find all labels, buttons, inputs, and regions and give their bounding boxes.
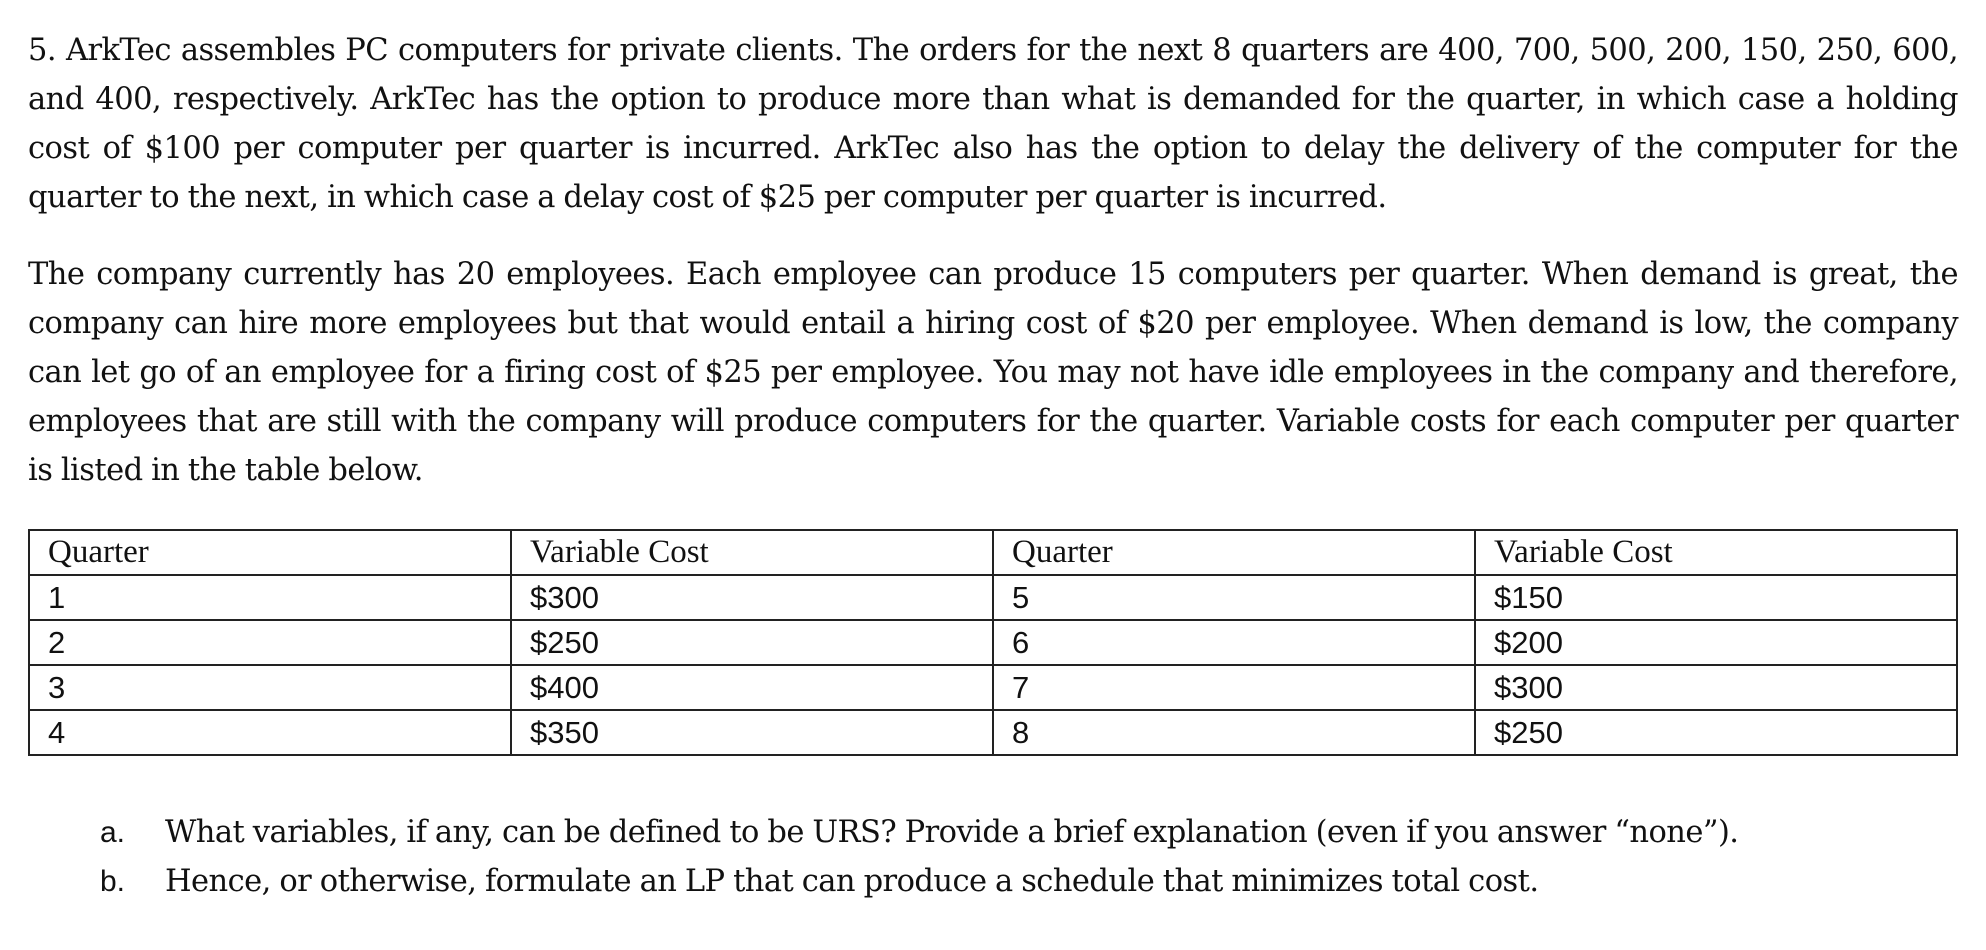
problem-paragraph-2: The company currently has 20 employees. Each employee can produce 15 computers per quarter. When demand is great, the company can hire more employees but that would entail a hiring cost of $20 per employee. When demand is low, the company can let go of an employee for a firing cost of $25 per employee. You may not have idle employees in the company and therefore, employees that are still with the company will produce computers for the quarter. Variable costs for each computer per quarter is listed in the table below. xyxy=(28,257,1958,488)
problem-paragraph-1: 5. ArkTec assembles PC computers for private clients. The orders for the next 8 quarters are 400, 700, 500, 200, 150, 250, 600, and 400, respectively. ArkTec has the option to produce more than what is demanded for the quarter, in which case a holding cost of $100 per computer per quarter is incurred. ArkTec also has the option to delay the delivery of the computer for the quarter to the next, in which case a delay cost of $25 per computer per quarter is incurred. xyxy=(28,33,1958,215)
question-item-b xyxy=(28,857,1958,906)
table-cell: 3 xyxy=(29,665,511,710)
table-cell: $250 xyxy=(1475,710,1957,755)
question-item-a xyxy=(28,808,1958,857)
table-row xyxy=(29,665,1957,710)
question-list xyxy=(28,808,1958,906)
table-header-cell: Variable Cost xyxy=(511,530,993,575)
table-header-cell: Quarter xyxy=(993,530,1475,575)
table-cell: $300 xyxy=(1475,665,1957,710)
table-cell: $150 xyxy=(1475,575,1957,620)
question-marker: a. xyxy=(100,816,126,849)
table-cell: 1 xyxy=(29,575,511,620)
table-cell: 5 xyxy=(993,575,1475,620)
table-cell: 4 xyxy=(29,710,511,755)
table-cell: $400 xyxy=(511,665,993,710)
table-header-cell: Variable Cost xyxy=(1475,530,1957,575)
document-page xyxy=(28,26,1958,906)
table-cell: $250 xyxy=(511,620,993,665)
question-text: What variables, if any, can be defined to be URS? Provide a brief explanation (even if you answer “none”). xyxy=(165,815,1739,850)
table-header-row xyxy=(29,530,1957,575)
table-cell: $350 xyxy=(511,710,993,755)
table-cell: 7 xyxy=(993,665,1475,710)
table-row xyxy=(29,575,1957,620)
table-row xyxy=(29,710,1957,755)
table-cell: 6 xyxy=(993,620,1475,665)
table-header-cell: Quarter xyxy=(29,530,511,575)
table-cell: $300 xyxy=(511,575,993,620)
table-cell: 2 xyxy=(29,620,511,665)
question-marker: b. xyxy=(100,865,126,898)
table-cell: 8 xyxy=(993,710,1475,755)
variable-cost-table xyxy=(28,529,1958,756)
table-row xyxy=(29,620,1957,665)
table-cell: $200 xyxy=(1475,620,1957,665)
question-text: Hence, or otherwise, formulate an LP that can produce a schedule that minimizes total cost. xyxy=(165,864,1539,899)
